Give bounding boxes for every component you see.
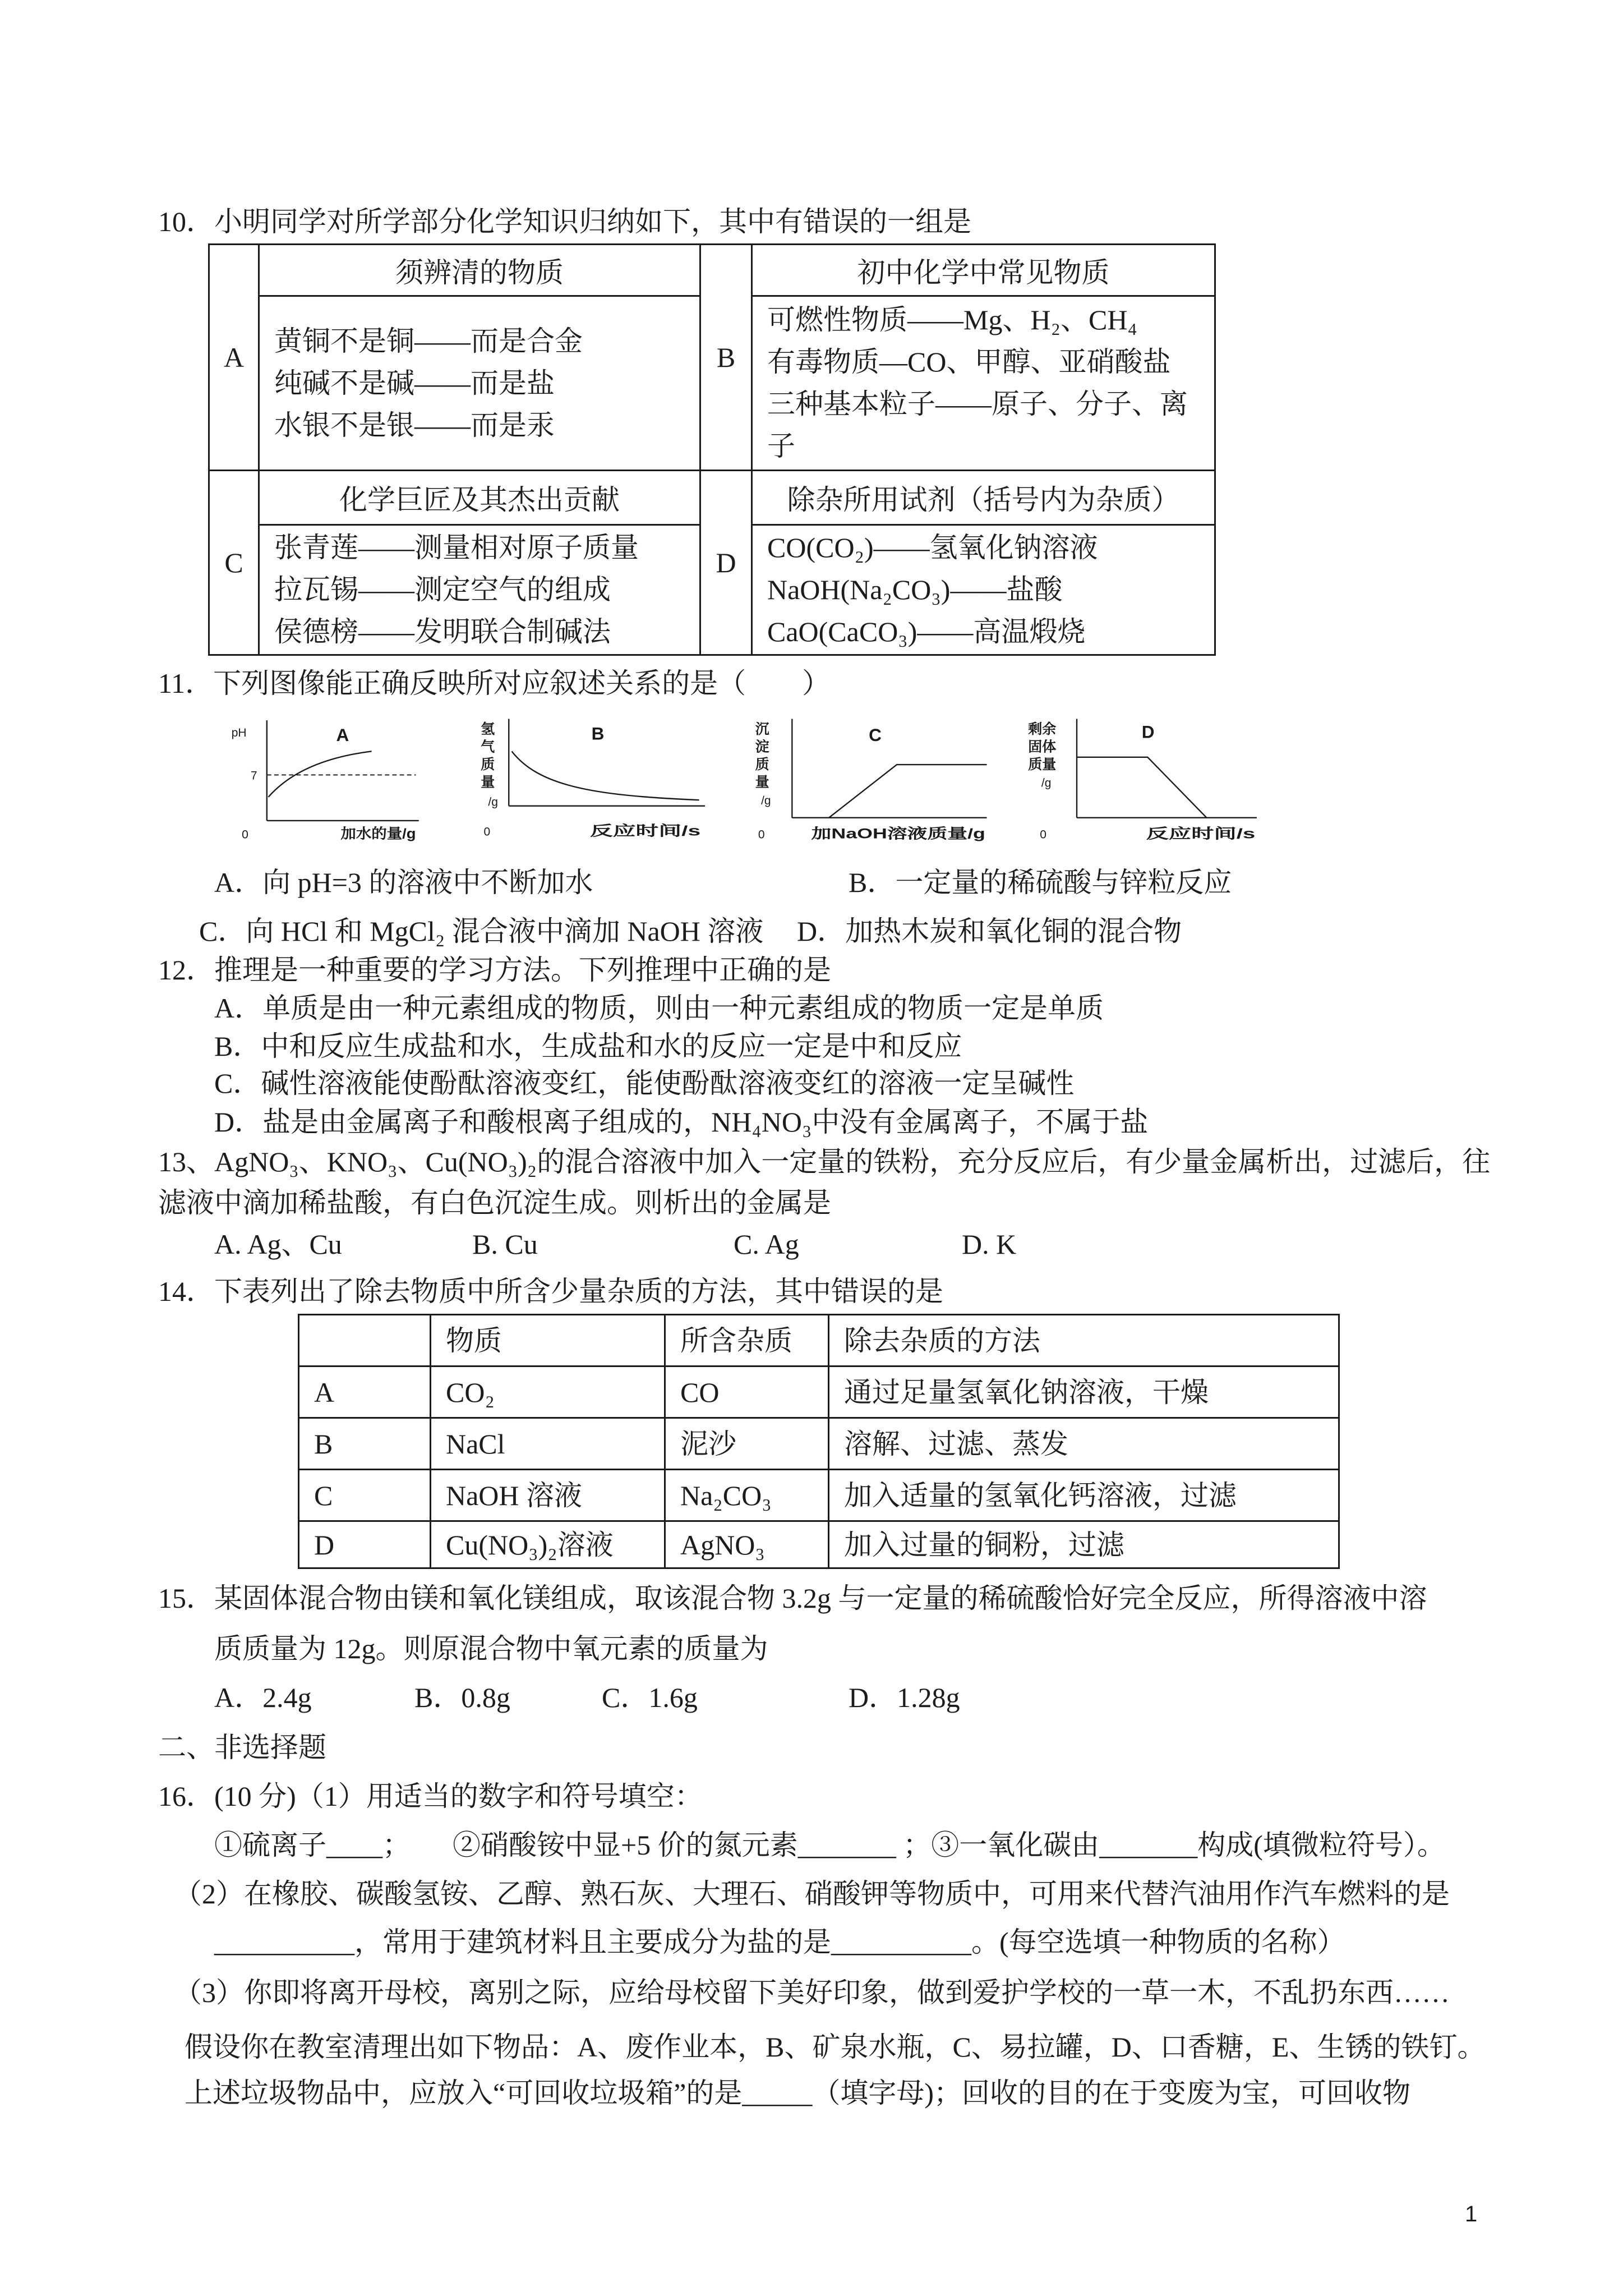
graph-c-ylabel: 质 bbox=[755, 756, 769, 772]
q15-option-b: B．0.8g bbox=[414, 1682, 510, 1713]
graph-a bbox=[232, 720, 419, 841]
group-content-b bbox=[752, 296, 1215, 471]
q13-stem-line: 13、AgNO₃、KNO₃、Cu(NO₃)₂的混合溶液中加入一定量的铁粉，充分反应后，有少量金属析出，过滤后，往 bbox=[158, 1146, 1491, 1177]
content-line: 纯碱不是碱——而是盐 bbox=[274, 367, 555, 399]
q16-line: 假设你在教室清理出如下物品：A、废作业本，B、矿泉水瓶，C、易拉罐，D、口香糖，E、生锈的铁钉。 bbox=[185, 2031, 1486, 2063]
substance-cell: NaCl bbox=[431, 1418, 665, 1470]
graph-b-ylabel: 量 bbox=[481, 774, 495, 790]
graph-d-ylabel: 质量 bbox=[1028, 756, 1057, 772]
q10-knowledge-table bbox=[208, 243, 1216, 656]
content-line: CaO(CaCO₃)——高温煅烧 bbox=[767, 616, 1086, 647]
graph-c-xlabel: 加NaOH溶液质量/g bbox=[811, 826, 933, 842]
impurity-cell: AgNO₃ bbox=[665, 1521, 829, 1568]
q16-line: 16．(10 分)（1）用适当的数字和符号填空： bbox=[158, 1780, 703, 1812]
q14-impurity-table bbox=[298, 1314, 1340, 1569]
group-content-d bbox=[752, 525, 1215, 655]
graph-c-ylabel: 淀 bbox=[755, 739, 769, 755]
graph-d bbox=[1028, 719, 1257, 841]
graph-d-title: D bbox=[1141, 721, 1155, 742]
table-row bbox=[299, 1366, 1339, 1418]
table-row bbox=[209, 471, 1215, 525]
graph-a-ytick: 7 bbox=[250, 769, 257, 783]
q15-option-c: C．1.6g bbox=[602, 1682, 698, 1713]
graph-b-ylabel: 氢 bbox=[481, 721, 495, 737]
impurity-cell: 泥沙 bbox=[665, 1418, 829, 1470]
content-line: 黄铜不是铜——而是合金 bbox=[274, 325, 583, 357]
graph-d-ylabel: 固体 bbox=[1028, 739, 1057, 755]
q16-line: __________，常用于建筑材料且主要成分为盐的是__________。(每空选填一种物质的名称） bbox=[214, 1926, 1345, 1958]
header-substance: 物质 bbox=[431, 1315, 665, 1366]
q12-option-a: A．单质是由一种元素组成的物质，则由一种元素组成的物质一定是单质 bbox=[214, 992, 1104, 1024]
q11-option-a: A．向 pH=3 的溶液中不断加水 bbox=[214, 867, 593, 898]
group-content-c bbox=[259, 525, 700, 655]
substance-cell: Cu(NO₃)₂溶液 bbox=[431, 1521, 665, 1568]
section-title: 二、非选择题 bbox=[158, 1732, 326, 1763]
q15-stem-line: 质质量为 12g。则原混合物中氧元素的质量为 bbox=[214, 1633, 768, 1664]
graph-b bbox=[481, 719, 705, 839]
group-header-d: 除杂所用试剂（括号内为杂质） bbox=[752, 471, 1215, 525]
group-header-a: 须辨清的物质 bbox=[259, 245, 700, 296]
group-content-a bbox=[259, 296, 700, 471]
graph-c bbox=[755, 719, 987, 841]
graph-c-ylabel: 量 bbox=[755, 774, 769, 790]
graph-b-origin: 0 bbox=[483, 825, 491, 839]
impurity-cell: Na₂CO₃ bbox=[665, 1470, 829, 1521]
graph-d-ylabel: /g bbox=[1041, 776, 1052, 790]
graph-a-title: A bbox=[336, 724, 349, 745]
page-number: 1 bbox=[1465, 2202, 1478, 2226]
group-label-a: A bbox=[209, 245, 259, 471]
q15-option-a: A．2.4g bbox=[214, 1682, 312, 1713]
content-line: 侯德榜——发明联合制碱法 bbox=[274, 616, 611, 647]
graph-b-xlabel: 反应时间/s bbox=[589, 823, 658, 839]
q11-option-c: C．向 HCl 和 MgCl₂ 混合液中滴加 NaOH 溶液 bbox=[199, 915, 764, 947]
q12-stem: 12．推理是一种重要的学习方法。下列推理中正确的是 bbox=[158, 954, 831, 986]
row-label: B bbox=[299, 1418, 431, 1470]
table-row bbox=[209, 245, 1215, 296]
q13-option-b: B. Cu bbox=[472, 1228, 538, 1260]
group-label-c: C bbox=[209, 471, 259, 655]
content-line: 三种基本粒子——原子、分子、离 bbox=[767, 388, 1188, 420]
q11-option-d: D．加热木炭和氧化铜的混合物 bbox=[797, 915, 1182, 947]
graph-c-origin: 0 bbox=[758, 828, 765, 841]
q12-option-d: D．盐是由金属离子和酸根离子组成的，NH₄NO₃中没有金属离子，不属于盐 bbox=[214, 1106, 1149, 1138]
group-label-d: D bbox=[700, 471, 752, 655]
graph-b-curve bbox=[512, 751, 699, 800]
method-cell: 溶解、过滤、蒸发 bbox=[829, 1418, 1339, 1470]
impurity-cell: CO bbox=[665, 1366, 829, 1418]
q11-graphs bbox=[206, 708, 1269, 849]
graph-c-ylabel: /g bbox=[761, 794, 771, 808]
graph-a-origin: 0 bbox=[242, 828, 248, 841]
content-line: 有毒物质—CO、甲醇、亚硝酸盐 bbox=[767, 346, 1171, 378]
graph-a-xlabel: 加水的量/g bbox=[340, 826, 416, 842]
group-header-b: 初中化学中常见物质 bbox=[752, 245, 1215, 296]
q15-option-d: D．1.28g bbox=[849, 1682, 960, 1713]
header-method: 除去杂质的方法 bbox=[829, 1315, 1339, 1366]
header-corner-cell bbox=[299, 1315, 431, 1366]
method-cell: 加入适量的氢氧化钙溶液，过滤 bbox=[829, 1470, 1339, 1521]
graph-c-line bbox=[829, 765, 986, 818]
q11-stem: 11．下列图像能正确反映所对应叙述关系的是（ ） bbox=[158, 668, 831, 699]
content-line: 子 bbox=[767, 430, 795, 462]
q14-stem: 14．下表列出了除去物质中所含少量杂质的方法，其中错误的是 bbox=[158, 1276, 943, 1307]
row-label: A bbox=[299, 1366, 431, 1418]
row-label: D bbox=[299, 1521, 431, 1568]
q13-option-d: D. K bbox=[962, 1228, 1017, 1260]
table-row bbox=[299, 1521, 1339, 1568]
graph-b-ylabel: 气 bbox=[481, 739, 495, 755]
q12-option-b: B．中和反应生成盐和水，生成盐和水的反应一定是中和反应 bbox=[214, 1030, 962, 1062]
graph-c-ylabel: 沉 bbox=[755, 721, 769, 737]
table-row bbox=[299, 1470, 1339, 1521]
graph-a-curve bbox=[268, 751, 371, 797]
substance-cell: CO₂ bbox=[431, 1366, 665, 1418]
content-line: NaOH(Na₂CO₃)——盐酸 bbox=[767, 574, 1063, 605]
header-impurity: 所含杂质 bbox=[665, 1315, 829, 1366]
graph-d-origin: 0 bbox=[1040, 828, 1046, 841]
q13-option-a: A. Ag、Cu bbox=[214, 1228, 342, 1260]
content-line: 拉瓦锡——测定空气的组成 bbox=[274, 574, 611, 605]
graph-d-line bbox=[1077, 757, 1206, 818]
graph-d-ylabel: 剩余 bbox=[1028, 721, 1057, 737]
table-row bbox=[299, 1418, 1339, 1470]
graph-c-title: C bbox=[869, 724, 882, 745]
q10-stem: 10．小明同学对所学部分化学知识归纳如下，其中有错误的一组是 bbox=[158, 206, 971, 237]
graph-b-title: B bbox=[591, 723, 605, 744]
graph-a-ylabel: pH bbox=[231, 726, 247, 740]
graph-b-ylabel: /g bbox=[488, 795, 498, 809]
q16-line: （2）在橡胶、碳酸氢铵、乙醇、熟石灰、大理石、硝酸钾等物质中，可用来代替汽油用作汽车燃料的是 bbox=[174, 1878, 1450, 1910]
content-line: CO(CO₂)——氢氧化钠溶液 bbox=[767, 532, 1098, 563]
row-label: C bbox=[299, 1470, 431, 1521]
graph-d-xlabel: 反应时间/s bbox=[1146, 826, 1214, 842]
table-header-row bbox=[299, 1315, 1339, 1366]
content-line: 可燃性物质——Mg、H₂、CH₄ bbox=[767, 304, 1137, 335]
method-cell: 通过足量氢氧化钠溶液，干燥 bbox=[829, 1366, 1339, 1418]
q16-line: 上述垃圾物品中，应放入“可回收垃圾箱”的是_____（填字母)；回收的目的在于变废为宝，可回收物 bbox=[185, 2077, 1411, 2109]
q15-stem-line: 15．某固体混合物由镁和氧化镁组成，取该混合物 3.2g 与一定量的稀硫酸恰好完全反应，所得溶液中溶 bbox=[158, 1582, 1427, 1614]
q16-line: （3）你即将离开母校，离别之际，应给母校留下美好印象，做到爱护学校的一草一木，不乱扔东西…… bbox=[174, 1977, 1450, 2008]
q12-option-c: C．碱性溶液能使酚酞溶液变红，能使酚酞溶液变红的溶液一定呈碱性 bbox=[214, 1068, 1075, 1099]
content-line: 水银不是银——而是汞 bbox=[274, 409, 555, 441]
q11-option-b: B．一定量的稀硫酸与锌粒反应 bbox=[849, 867, 1232, 898]
group-header-c: 化学巨匠及其杰出贡献 bbox=[259, 471, 700, 525]
method-cell: 加入过量的铜粉，过滤 bbox=[829, 1521, 1339, 1568]
graph-b-ylabel: 质 bbox=[481, 756, 495, 772]
q13-option-c: C. Ag bbox=[734, 1228, 799, 1260]
q13-stem-line: 滤液中滴加稀盐酸，有白色沉淀生成。则析出的金属是 bbox=[158, 1187, 831, 1218]
content-line: 张青莲——测量相对原子质量 bbox=[274, 532, 639, 563]
substance-cell: NaOH 溶液 bbox=[431, 1470, 665, 1521]
q16-line: ①硫离子____； ②硝酸铵中显+5 价的氮元素_______ ；③一氧化碳由_______构成(填微粒符号）。 bbox=[214, 1829, 1445, 1861]
group-label-b: B bbox=[700, 245, 752, 471]
